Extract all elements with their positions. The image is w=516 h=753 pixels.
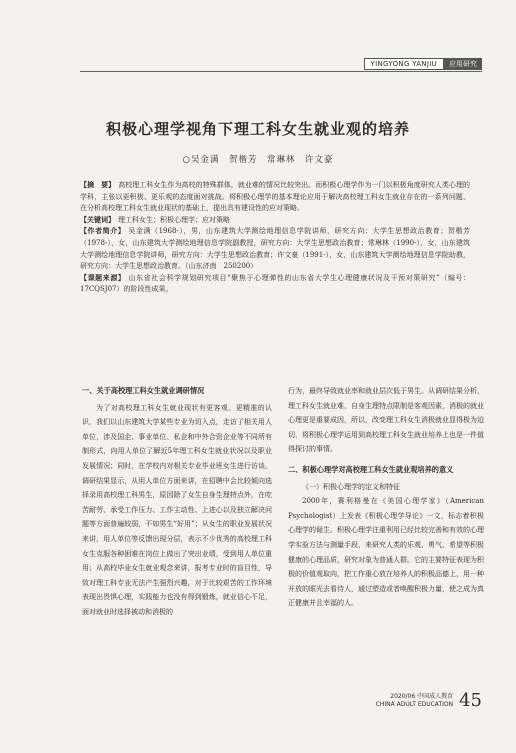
abstract: [80, 180, 470, 215]
article-meta: [80, 180, 470, 296]
right-column: [288, 384, 484, 611]
page-number: 45: [459, 690, 482, 711]
footer-issue: 2020/06 中国成人教育: [390, 692, 454, 700]
footer-journal: [376, 693, 453, 709]
authors: ○吴金满 贺楷芳 常琳林 许文豪: [182, 155, 334, 165]
keywords-label: 【关键词】: [80, 215, 115, 224]
section-heading-2: 二、积极心理学对高校理工科女生就业观培养的意义: [288, 464, 454, 474]
running-header: [364, 58, 482, 70]
keywords-text: 理工科女生；积极心理学；应对策略: [118, 215, 230, 224]
project-text: 山东省社会科学规划研究项目“聚焦于心理弹性的山东省大学生心理健康状况及干预对策研究”（编号：17CQSJ07）的阶段性成果。: [80, 273, 471, 294]
bio-label: 【作者简介】: [80, 227, 126, 236]
paragraph: 2000年，赛利格曼在《美国心理学家》（American Psychologist）上发表《积极心理学导论》一文，标志着积极心理学的诞生。积极心理学注重利用已经比较完善和有效的心理学实验方法与测量手段，来研究人类的乐观、勇气、希望等积极健康的心理品质，研究对象为普通人群。它的主要特征表现为积极的价值观取向，把工作重心放在培养人的积极品德上，用一种开放的眼光去看待人，通过塑造或者唤醒积极力量，使之成为真正健康并且幸福的人。: [288, 497, 484, 608]
header-rule: [80, 71, 482, 72]
project-label: 【课题来源】: [80, 273, 126, 282]
article-title: 积极心理学视角下理工科女生就业观的培养: [105, 120, 410, 138]
page-footer: [376, 690, 482, 711]
abstract-text: 高校理工科女生作为高校的特殊群体，就业难的情况比较突出。而积极心理学作为一门以积极角度研究人类心理的学科，主张以更积极、更乐观的态度面对挑战。将积极心理学的基本理论应用于解决高校理工科女生就业存在的一系列问题，在分析高校理工科女生就业现状的基础上，提出具有建设性的应对策略。: [80, 181, 471, 213]
author-bio: [80, 226, 470, 272]
project-source: [80, 273, 470, 296]
section-heading-1: 一、关于高校理工科女生就业调研情况: [82, 386, 205, 395]
abstract-label: 【摘 要】: [80, 181, 116, 189]
paragraph: 行为，最终导致就业率和就业层次低于男生。从调研结果分析，理工科女生就业难，自身生理特点限制是客观因素，消极的就业心理更是重要成因，所以，改变理工科女生消极就业显得极为迫切，将积极心理学运用到高校理工科女生就业培养上也是一件值得探讨的事情。: [288, 387, 484, 454]
header-chinese: 应用研究: [444, 58, 482, 70]
left-column: [82, 384, 272, 620]
footer-journal-en: CHINA ADULT EDUCATION: [375, 700, 454, 708]
keywords: [80, 215, 470, 227]
header-english: YINGYONG YANJIU: [364, 58, 444, 70]
subsection-heading: （一）积极心理学的定义和特征: [302, 482, 400, 491]
bio-text: 吴金满（1968-），男，山东建筑大学测绘地理信息学院讲师，研究方向：大学生思想政治教育；贺楷芳（1978-），女，山东建筑大学测绘地理信息学院副教授，研究方向：大学生思想政治教育；常琳林（1990-），女，山东建筑大学测绘地理信息学院讲师，研究方向：大学生思想政治教育；许文豪（1991-），女，山东建筑大学测绘地理信息学院助教，研究方向：大学生思想政治教育。（山东济南 250200）: [80, 227, 471, 271]
paragraph: 为了对高校理工科女生就业现状有更客观、更精准的认识，我们以山东建筑大学某些专业为切入点，走访了相关用人单位，涉及国企、事业单位、私企和中外合资企业等不同所有制形式，向用人单位了解近5年理工科女生就业状况以及职业发展情况；同时，在学校内对相关专业毕业班女生进行访谈。调研结果显示，从用人单位方面来讲，在招聘中会比较倾向选择录用高校理工科男生，原因除了女生自身生理特点外，在吃苦耐劳、承受工作压力、工作主动性、上进心以及独立解决问题等方面普遍较弱，不如男生“好用”；从女生的职业发展状况来讲，用人单位等反馈出现分层，表示不少优秀的高校理工科女生克服各种困难在岗位上做出了突出业绩，受到用人单位重用；从高校毕业女生就业观念来讲，报考专业时的盲目性，导致对理工科专业无法产生强烈兴趣，对于比较艰苦的工作环境表现出畏惧心理，实践能力也没有得到锻炼，就业信心不足，面对就业时选择被动和消极的: [82, 403, 272, 616]
